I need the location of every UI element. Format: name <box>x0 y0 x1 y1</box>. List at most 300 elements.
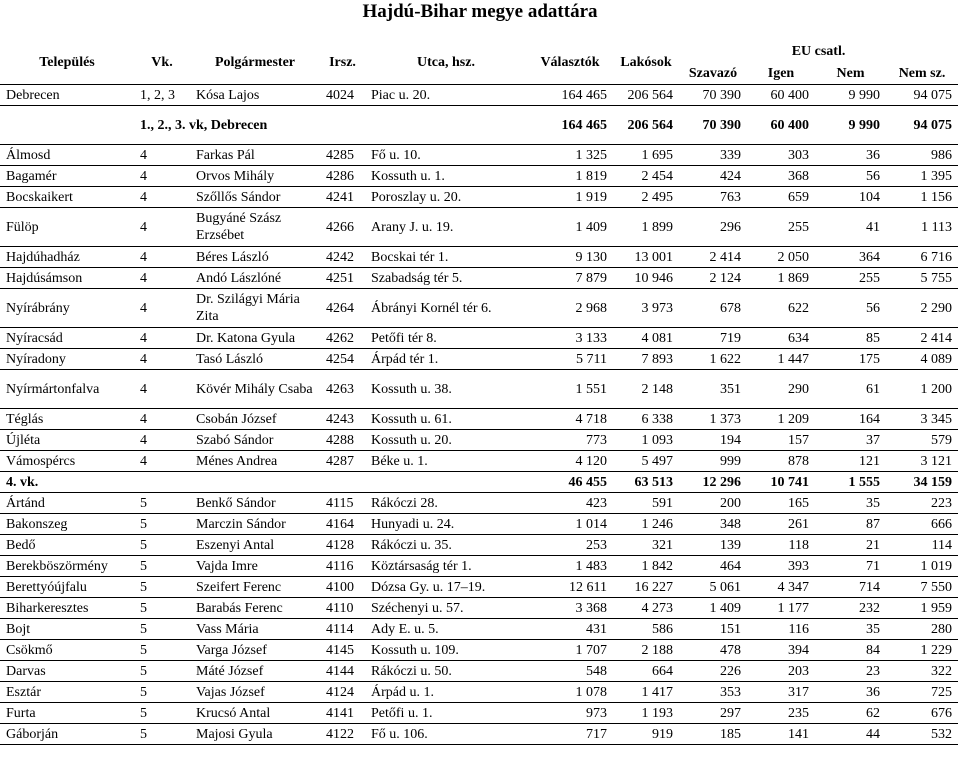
cell-igen: 165 <box>788 495 809 511</box>
cell-polgarmester: Vass Mária <box>196 621 259 637</box>
cell-vk: 5 <box>140 684 147 700</box>
cell-valasztok: 1 014 <box>575 516 607 532</box>
table-row <box>0 289 958 328</box>
cell-polgarmester: Kövér Mihály Csaba <box>196 381 313 397</box>
cell-lakosok: 10 946 <box>634 270 673 286</box>
cell-lakosok: 5 497 <box>641 453 673 469</box>
cell-utca: Ady E. u. 5. <box>371 621 439 637</box>
cell-polgarmester: Szőllős Sándor <box>196 189 281 205</box>
cell-valasztok: 2 968 <box>575 300 607 316</box>
cell-lakosok: 1 093 <box>641 432 673 448</box>
table-row <box>0 661 958 682</box>
table-row <box>0 208 958 247</box>
header-eu-csatl: EU csatl. <box>791 43 846 59</box>
cell-irsz: 4287 <box>326 453 354 469</box>
cell-nem: 255 <box>859 270 880 286</box>
cell-nemsz: 5 755 <box>920 270 953 286</box>
cell-utca: Árpád tér 1. <box>371 351 439 367</box>
cell-lakosok: 2 148 <box>641 381 673 397</box>
cell-nemsz: 532 <box>931 726 953 742</box>
cell-igen: 368 <box>788 168 809 184</box>
cell-telepules <box>0 106 134 145</box>
cell-irsz: 4114 <box>326 621 354 637</box>
table-body <box>0 85 958 745</box>
cell-polgarmester: Eszenyi Antal <box>196 537 275 553</box>
cell-szavazo: 478 <box>720 642 741 658</box>
cell-nem: 175 <box>859 351 880 367</box>
cell-polgarmester: Ménes Andrea <box>196 453 278 469</box>
cell-telepules: Furta <box>6 705 36 721</box>
cell-irsz: 4251 <box>326 270 354 286</box>
cell-nem: 85 <box>866 330 880 346</box>
cell-polgarmester: Szeifert Ferenc <box>196 579 282 595</box>
cell-vk: 4 <box>140 453 147 469</box>
cell-utca: Rákóczi u. 50. <box>371 663 452 679</box>
table-row <box>0 619 958 640</box>
cell-valasztok: 1 919 <box>575 189 607 205</box>
cell-szavazo: 194 <box>720 432 741 448</box>
cell-nemsz: 2 290 <box>920 300 953 316</box>
cell-szavazo: 1 409 <box>709 600 741 616</box>
cell-igen: 255 <box>788 219 809 235</box>
cell-nem: 41 <box>866 219 880 235</box>
cell-valasztok: 1 707 <box>575 642 607 658</box>
cell-utca: Kossuth u. 38. <box>371 381 452 397</box>
table-row <box>0 247 958 268</box>
header-nem: Nem <box>836 65 865 81</box>
cell-szavazo: 339 <box>720 147 741 163</box>
cell-igen: 659 <box>788 189 809 205</box>
table-row <box>0 535 958 556</box>
cell-szavazo: 70 390 <box>702 87 741 103</box>
cell-vk: 4 <box>140 381 147 397</box>
cell-irsz: 4242 <box>326 249 354 265</box>
cell-polgarmester: Bugyáné Szász Erzsébet <box>196 211 282 243</box>
cell-irsz: 4254 <box>326 351 354 367</box>
cell-nem: 23 <box>866 663 880 679</box>
cell-szavazo: 763 <box>720 189 741 205</box>
cell-lakosok: 591 <box>652 495 673 511</box>
cell-igen: 1 209 <box>777 411 809 427</box>
cell-irsz <box>320 106 365 145</box>
table-row <box>0 85 958 106</box>
cell-irsz: 4100 <box>326 579 354 595</box>
cell-vk: 5 <box>140 537 147 553</box>
cell-vk: 4 <box>140 147 147 163</box>
header-polgarmester: Polgármester <box>214 54 296 70</box>
cell-valasztok: 4 120 <box>575 453 607 469</box>
cell-nem: 364 <box>859 249 880 265</box>
cell-igen: 1 177 <box>777 600 809 616</box>
cell-telepules: Nyíradony <box>6 351 66 367</box>
cell-nemsz: 114 <box>931 537 953 553</box>
cell-vk: 5 <box>140 705 147 721</box>
cell-szavazo: 5 061 <box>709 579 741 595</box>
cell-lakosok: 321 <box>652 537 673 553</box>
cell-utca: Kossuth u. 20. <box>371 432 452 448</box>
cell-polgarmester: Farkas Pál <box>196 147 255 163</box>
table-row <box>0 493 958 514</box>
cell-szavazo: 296 <box>720 219 741 235</box>
cell-irsz: 4124 <box>326 684 354 700</box>
table-row <box>0 577 958 598</box>
page-title: Hajdú-Bihar megye adattára <box>362 1 598 22</box>
cell-igen: 2 050 <box>777 249 809 265</box>
cell-polgarmester: Benkő Sándor <box>196 495 276 511</box>
cell-nem: 84 <box>866 642 880 658</box>
cell-igen: 10 741 <box>770 474 809 490</box>
cell-igen: 157 <box>788 432 809 448</box>
cell-telepules: Gáborján <box>6 726 59 742</box>
cell-telepules: Hajdúhadház <box>6 249 80 265</box>
cell-igen: 878 <box>788 453 809 469</box>
header-utca: Utca, hsz. <box>417 54 475 70</box>
cell-telepules: Bedő <box>6 537 36 553</box>
cell-polgarmester: Majosi Gyula <box>196 726 273 742</box>
table-row <box>0 472 958 493</box>
cell-lakosok: 586 <box>652 621 673 637</box>
cell-igen: 235 <box>788 705 809 721</box>
cell-telepules: Nyírábrány <box>6 300 70 316</box>
cell-nemsz: 579 <box>931 432 953 448</box>
cell-nemsz: 666 <box>931 516 953 532</box>
cell-utca: Fő u. 10. <box>371 147 421 163</box>
cell-irsz: 4288 <box>326 432 354 448</box>
cell-utca: Dózsa Gy. u. 17–19. <box>371 579 486 595</box>
cell-lakosok: 4 081 <box>641 330 673 346</box>
cell-lakosok: 16 227 <box>634 579 673 595</box>
cell-irsz: 4285 <box>326 147 354 163</box>
cell-vk: 5 <box>140 663 147 679</box>
cell-utca: Rákóczi 28. <box>371 495 438 511</box>
cell-vk: 1, 2, 3 <box>140 87 175 103</box>
cell-polgarmester: Vajda Imre <box>196 558 258 574</box>
cell-lakosok: 1 842 <box>641 558 673 574</box>
cell-polgarmester: Dr. Szilágyi Mária Zita <box>196 292 300 324</box>
cell-nem: 9 990 <box>848 87 880 103</box>
cell-nem: 35 <box>866 495 880 511</box>
table-row <box>0 682 958 703</box>
cell-telepules: Téglás <box>6 411 44 427</box>
cell-igen: 1 869 <box>777 270 809 286</box>
cell-nemsz: 1 229 <box>920 642 953 658</box>
cell-valasztok: 253 <box>586 537 607 553</box>
cell-lakosok: 4 273 <box>641 600 673 616</box>
table-row <box>0 268 958 289</box>
cell-nemsz: 34 159 <box>913 474 953 490</box>
cell-szavazo: 1 622 <box>709 351 741 367</box>
cell-vk: 4 <box>140 168 147 184</box>
cell-utca: Piac u. 20. <box>371 87 431 103</box>
cell-valasztok: 4 718 <box>575 411 607 427</box>
cell-nemsz: 223 <box>931 495 953 511</box>
cell-igen: 60 400 <box>770 117 809 133</box>
cell-lakosok: 2 454 <box>641 168 673 184</box>
cell-igen: 394 <box>788 642 809 658</box>
cell-valasztok: 46 455 <box>568 474 607 490</box>
cell-telepules: Bagamér <box>6 168 57 184</box>
cell-nem: 87 <box>866 516 880 532</box>
cell-nem: 61 <box>866 381 880 397</box>
cell-nem: 232 <box>859 600 880 616</box>
cell-lakosok: 919 <box>652 726 673 742</box>
cell-utca: Petőfi u. 1. <box>371 705 433 721</box>
cell-valasztok: 423 <box>586 495 607 511</box>
cell-szavazo: 297 <box>720 705 741 721</box>
cell-telepules: Nyírmártonfalva <box>6 381 100 397</box>
cell-igen: 634 <box>788 330 809 346</box>
table-row <box>0 451 958 472</box>
cell-nemsz: 94 075 <box>913 117 953 133</box>
cell-utca: Fő u. 106. <box>371 726 428 742</box>
cell-telepules: Biharkeresztes <box>6 600 89 616</box>
cell-polgarmester <box>190 472 320 493</box>
cell-nem: 1 555 <box>848 474 880 490</box>
cell-nem: 164 <box>859 411 880 427</box>
cell-telepules: Vámospércs <box>6 453 76 469</box>
cell-polgarmester: Máté József <box>196 663 264 679</box>
cell-szavazo: 2 414 <box>709 249 741 265</box>
cell-telepules: Hajdúsámson <box>6 270 83 286</box>
cell-telepules: Álmosd <box>6 147 51 163</box>
cell-vk: 5 <box>140 558 147 574</box>
cell-nemsz: 3 121 <box>920 453 953 469</box>
cell-igen: 1 447 <box>777 351 809 367</box>
cell-vk: 4 <box>140 219 147 235</box>
cell-valasztok: 773 <box>586 432 607 448</box>
cell-vk: 4 <box>140 411 147 427</box>
cell-igen: 116 <box>788 621 809 637</box>
cell-szavazo: 351 <box>720 381 741 397</box>
cell-irsz: 4110 <box>326 600 354 616</box>
cell-szavazo: 424 <box>720 168 741 184</box>
cell-utca: Ábrányi Kornél tér 6. <box>371 300 492 316</box>
cell-irsz: 4243 <box>326 411 354 427</box>
cell-lakosok: 1 899 <box>641 219 673 235</box>
cell-szavazo: 139 <box>720 537 741 553</box>
header-irsz: Irsz. <box>329 54 356 70</box>
cell-valasztok: 717 <box>586 726 607 742</box>
cell-szavazo: 678 <box>720 300 741 316</box>
cell-utca: Kossuth u. 109. <box>371 642 459 658</box>
cell-irsz: 4116 <box>326 558 354 574</box>
cell-irsz: 4266 <box>326 219 354 235</box>
table-row <box>0 598 958 619</box>
cell-valasztok: 548 <box>586 663 607 679</box>
cell-valasztok: 1 409 <box>575 219 607 235</box>
cell-telepules: Bakonszeg <box>6 516 68 532</box>
cell-polgarmester: Marczin Sándor <box>196 516 286 532</box>
cell-vk: 5 <box>140 495 147 511</box>
cell-lakosok: 6 338 <box>641 411 673 427</box>
cell-irsz <box>320 472 365 493</box>
cell-szavazo: 70 390 <box>702 117 741 133</box>
cell-igen: 203 <box>788 663 809 679</box>
header-lakosok: Lakósok <box>620 54 672 70</box>
cell-polgarmester: Barabás Ferenc <box>196 600 283 616</box>
cell-polgarmester: Vajas József <box>196 684 265 700</box>
table-row <box>0 703 958 724</box>
cell-telepules: Debrecen <box>6 87 60 103</box>
cell-nem: 71 <box>866 558 880 574</box>
cell-utca: Rákóczi u. 35. <box>371 537 452 553</box>
cell-utca: Hunyadi u. 24. <box>371 516 455 532</box>
cell-polgarmester: Varga József <box>196 642 267 658</box>
cell-nemsz: 2 414 <box>920 330 953 346</box>
cell-lakosok: 1 417 <box>641 684 673 700</box>
cell-polgarmester: Krucsó Antal <box>196 705 271 721</box>
cell-utca: Bocskai tér 1. <box>371 249 449 265</box>
cell-utca: Kossuth u. 61. <box>371 411 452 427</box>
cell-polgarmester: Orvos Mihály <box>196 168 275 184</box>
cell-telepules: Berekböszörmény <box>6 558 108 574</box>
cell-igen: 261 <box>788 516 809 532</box>
cell-nem: 9 990 <box>848 117 880 133</box>
cell-telepules: Csökmő <box>6 642 53 658</box>
cell-vk: 4 <box>140 249 147 265</box>
cell-irsz: 4262 <box>326 330 354 346</box>
cell-utca: Béke u. 1. <box>371 453 428 469</box>
cell-valasztok: 12 611 <box>569 579 607 595</box>
cell-polgarmester: Szabó Sándor <box>196 432 274 448</box>
cell-irsz: 4144 <box>326 663 354 679</box>
table-row <box>0 328 958 349</box>
cell-telepules: Fülöp <box>6 219 39 235</box>
cell-lakosok: 206 564 <box>627 117 673 133</box>
cell-igen: 393 <box>788 558 809 574</box>
cell-szavazo: 2 124 <box>709 270 741 286</box>
cell-szavazo: 1 373 <box>709 411 741 427</box>
cell-utca: Szabadság tér 5. <box>371 270 463 286</box>
cell-valasztok: 3 368 <box>575 600 607 616</box>
cell-telepules: Darvas <box>6 663 46 679</box>
cell-igen: 118 <box>788 537 809 553</box>
cell-szavazo: 464 <box>720 558 741 574</box>
cell-nem: 35 <box>866 621 880 637</box>
cell-szavazo: 348 <box>720 516 741 532</box>
cell-nem: 36 <box>866 684 880 700</box>
cell-nemsz: 322 <box>931 663 953 679</box>
cell-vk: 4 <box>140 189 147 205</box>
cell-nem: 714 <box>859 579 880 595</box>
cell-igen: 4 347 <box>777 579 809 595</box>
data-table <box>0 40 958 745</box>
cell-szavazo: 12 296 <box>702 474 741 490</box>
cell-telepules: Esztár <box>6 684 41 700</box>
cell-telepules: 4. vk. <box>6 474 39 490</box>
cell-utca: Széchenyi u. 57. <box>371 600 464 616</box>
cell-nem: 21 <box>866 537 880 553</box>
cell-vk: 5 <box>140 516 147 532</box>
cell-szavazo: 353 <box>720 684 741 700</box>
header-valasztok: Választók <box>540 54 600 70</box>
cell-utca: Árpád u. 1. <box>371 684 434 700</box>
cell-utca: Arany J. u. 19. <box>371 219 454 235</box>
cell-irsz: 4145 <box>326 642 354 658</box>
cell-szavazo: 185 <box>720 726 741 742</box>
cell-nem: 44 <box>866 726 880 742</box>
cell-lakosok: 1 193 <box>641 705 673 721</box>
cell-irsz: 4264 <box>326 300 354 316</box>
cell-irsz: 4141 <box>326 705 354 721</box>
cell-igen: 141 <box>788 726 809 742</box>
cell-polgarmester: Kósa Lajos <box>196 87 260 103</box>
cell-telepules: Újléta <box>6 432 41 448</box>
header-szavazo: Szavazó <box>688 65 738 81</box>
cell-polgarmester: Dr. Katona Gyula <box>196 330 296 346</box>
cell-vk: 5 <box>140 621 147 637</box>
cell-lakosok: 13 001 <box>634 249 673 265</box>
cell-vk: 5 <box>140 726 147 742</box>
table-row <box>0 724 958 745</box>
cell-utca: Petőfi tér 8. <box>371 330 437 346</box>
cell-nem: 121 <box>859 453 880 469</box>
cell-vk: 4 <box>140 270 147 286</box>
cell-vk: 4 <box>140 300 147 316</box>
cell-polgarmester: Andó Lászlóné <box>196 270 282 286</box>
cell-nem: 36 <box>866 147 880 163</box>
cell-irsz: 4241 <box>326 189 354 205</box>
cell-szavazo: 151 <box>720 621 741 637</box>
cell-nemsz: 280 <box>931 621 953 637</box>
cell-nemsz: 725 <box>931 684 953 700</box>
cell-irsz: 4128 <box>326 537 354 553</box>
cell-valasztok: 5 711 <box>576 351 607 367</box>
cell-lakosok: 63 513 <box>634 474 673 490</box>
cell-polgarmester: Csobán József <box>196 411 277 427</box>
cell-lakosok: 3 973 <box>641 300 673 316</box>
cell-vk: 5 <box>140 579 147 595</box>
table-row <box>0 370 958 409</box>
cell-nem: 104 <box>859 189 880 205</box>
cell-igen: 303 <box>788 147 809 163</box>
cell-nemsz: 676 <box>931 705 953 721</box>
cell-valasztok: 7 879 <box>575 270 607 286</box>
cell-vk: 5 <box>140 642 147 658</box>
cell-nemsz: 94 075 <box>913 87 953 103</box>
cell-utca: Poroszlay u. 20. <box>371 189 462 205</box>
cell-nemsz: 1 113 <box>921 219 953 235</box>
table-row <box>0 145 958 166</box>
table-row <box>0 349 958 370</box>
cell-igen: 290 <box>788 381 809 397</box>
cell-irsz: 4263 <box>326 381 354 397</box>
cell-utca: Köztársaság tér 1. <box>371 558 472 574</box>
cell-vk: 4 <box>140 432 147 448</box>
cell-lakosok: 2 188 <box>641 642 673 658</box>
cell-irsz: 4115 <box>326 495 354 511</box>
table-row <box>0 106 958 145</box>
cell-valasztok: 1 819 <box>575 168 607 184</box>
cell-nemsz: 6 716 <box>920 249 953 265</box>
cell-vk: 5 <box>140 600 147 616</box>
cell-lakosok: 1 695 <box>641 147 673 163</box>
header-nem-sz: Nem sz. <box>898 65 946 81</box>
cell-nemsz: 7 550 <box>920 579 953 595</box>
cell-vk: 4 <box>140 351 147 367</box>
cell-nemsz: 4 089 <box>920 351 953 367</box>
cell-lakosok: 2 495 <box>641 189 673 205</box>
table-row <box>0 556 958 577</box>
cell-polgarmester: Béres László <box>196 249 269 265</box>
cell-telepules: Bojt <box>6 621 31 637</box>
table-row <box>0 409 958 430</box>
cell-valasztok: 1 078 <box>575 684 607 700</box>
cell-telepules: Bocskaikert <box>6 189 73 205</box>
cell-valasztok: 973 <box>586 705 607 721</box>
cell-valasztok: 3 133 <box>575 330 607 346</box>
cell-telepules: Berettyóújfalu <box>6 579 87 595</box>
